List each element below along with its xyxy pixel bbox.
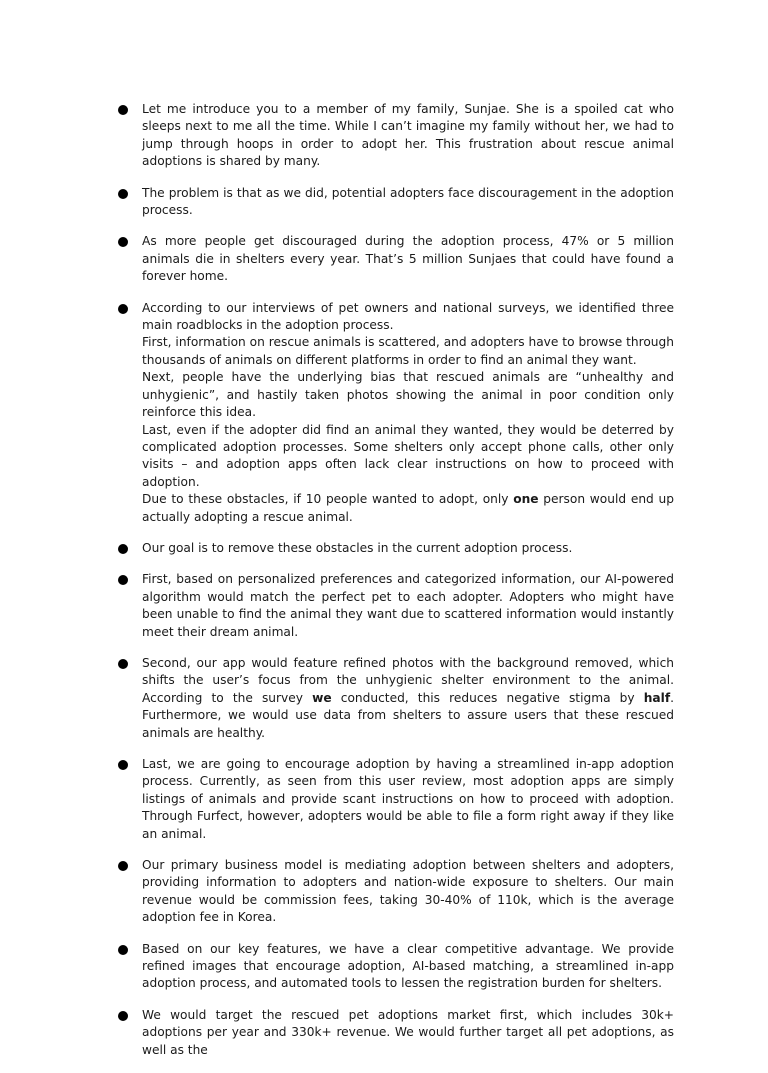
paragraph xyxy=(142,300,674,335)
paragraph xyxy=(142,1007,674,1059)
paragraph xyxy=(142,941,674,993)
paragraph xyxy=(142,491,674,526)
emphasis-text: we xyxy=(312,690,332,705)
bullet-dot-icon xyxy=(118,659,128,669)
body-text: Our goal is to remove these obstacles in the current adoption process. xyxy=(142,540,573,555)
paragraph xyxy=(142,655,674,742)
bullet-dot-icon xyxy=(118,304,128,314)
bullet-dot-icon xyxy=(118,237,128,247)
list-item xyxy=(116,101,674,171)
bullet-dot-icon xyxy=(118,575,128,585)
body-text: Based on our key features, we have a clear competitive advantage. We provide refined images that encourage adoption, AI-based matching, a streamlined in-app adoption process, and automated tools to lessen the registration burden for shelters. xyxy=(142,941,674,991)
body-text: Let me introduce you to a member of my family, Sunjae. She is a spoiled cat who sleeps next to me all the time. While I can’t imagine my family without her, we had to jump through hoops in order to adopt her. This frustration about rescue animal adoptions is shared by many. xyxy=(142,102,674,169)
bullet-dot-icon xyxy=(118,1011,128,1021)
list-item xyxy=(116,185,674,220)
bullet-dot-icon xyxy=(118,760,128,770)
paragraph xyxy=(142,334,674,369)
list-item xyxy=(116,233,674,285)
body-text: Our primary business model is mediating adoption between shelters and adopters, providing information to adopters and nation-wide exposure to shelters. Our main revenue would be commission fees, taking 30-40% of 110k, which is the average adoption fee in Korea. xyxy=(142,858,674,925)
body-text: Last, we are going to encourage adoption by having a streamlined in-app adoption process. Currently, as seen from this user review, most adoption apps are simply listings of animals and provide scant instructions on how to proceed with adoption. Through Furfect, however, adopters would be able to file a form right away if they like an animal. xyxy=(142,757,674,841)
body-text: Second, our app would feature refined photos with the background removed, which shifts the user’s focus from the unhygienic shelter environment to the animal. According to the survey xyxy=(142,655,674,705)
body-text: As more people get discouraged during the adoption process, 47% or 5 million animals die in shelters every year. That’s 5 million Sunjaes that could have found a forever home. xyxy=(142,234,674,284)
body-text: The problem is that as we did, potential adopters face discouragement in the adoption process. xyxy=(142,185,674,218)
emphasis-text: half xyxy=(643,690,671,705)
paragraph xyxy=(142,233,674,285)
body-text: First, information on rescue animals is scattered, and adopters have to browse through thousands of animals on different platforms in order to find an animal they want. xyxy=(142,335,674,367)
bullet-dot-icon xyxy=(118,544,128,554)
body-text: Last, even if the adopter did find an animal they wanted, they would be deterred by complicated adoption processes. Some shelters only accept phone calls, other only visits – and adoption apps often lack clear instructions on how to proceed with adoption. xyxy=(142,422,674,489)
list-item xyxy=(116,1007,674,1059)
list-item xyxy=(116,655,674,742)
bullet-list xyxy=(116,101,674,1073)
paragraph xyxy=(142,571,674,641)
body-text: Due to these obstacles, if 10 people wanted to adopt, only xyxy=(142,492,514,507)
list-item xyxy=(116,756,674,843)
bullet-dot-icon xyxy=(118,945,128,955)
paragraph xyxy=(142,857,674,927)
list-item xyxy=(116,300,674,526)
body-text: Next, people have the underlying bias that rescued animals are “unhealthy and unhygienic”, and hastily taken photos showing the animal in poor condition only reinforce this idea. xyxy=(142,370,674,420)
bullet-dot-icon xyxy=(118,189,128,199)
list-item xyxy=(116,540,674,557)
paragraph xyxy=(142,101,674,171)
paragraph xyxy=(142,185,674,220)
bullet-dot-icon xyxy=(118,861,128,871)
list-item xyxy=(116,857,674,927)
paragraph xyxy=(142,540,674,557)
bullet-dot-icon xyxy=(118,105,128,115)
paragraph xyxy=(142,756,674,843)
body-text: . Furthermore, we would use data from shelters to assure users that these rescued animals are healthy. xyxy=(142,690,674,740)
list-item xyxy=(116,941,674,993)
paragraph xyxy=(142,422,674,492)
body-text: According to our interviews of pet owners and national surveys, we identified three main roadblocks in the adoption process. xyxy=(142,300,674,333)
body-text: person would end up actually adopting a rescue animal. xyxy=(142,492,674,524)
body-text: First, based on personalized preferences and categorized information, our AI-powered algorithm would match the perfect pet to each adopter. Adopters who might have been unable to find the animal they want due to scattered information would instantly meet their dream animal. xyxy=(142,572,674,639)
list-item xyxy=(116,571,674,641)
body-text: conducted, this reduces negative stigma by xyxy=(331,690,644,705)
paragraph xyxy=(142,369,674,421)
emphasis-text: one xyxy=(513,492,539,507)
body-text: We would target the rescued pet adoptions market first, which includes 30k+ adoptions per year and 330k+ revenue. We would further target all pet adoptions, as well as the xyxy=(142,1007,674,1057)
